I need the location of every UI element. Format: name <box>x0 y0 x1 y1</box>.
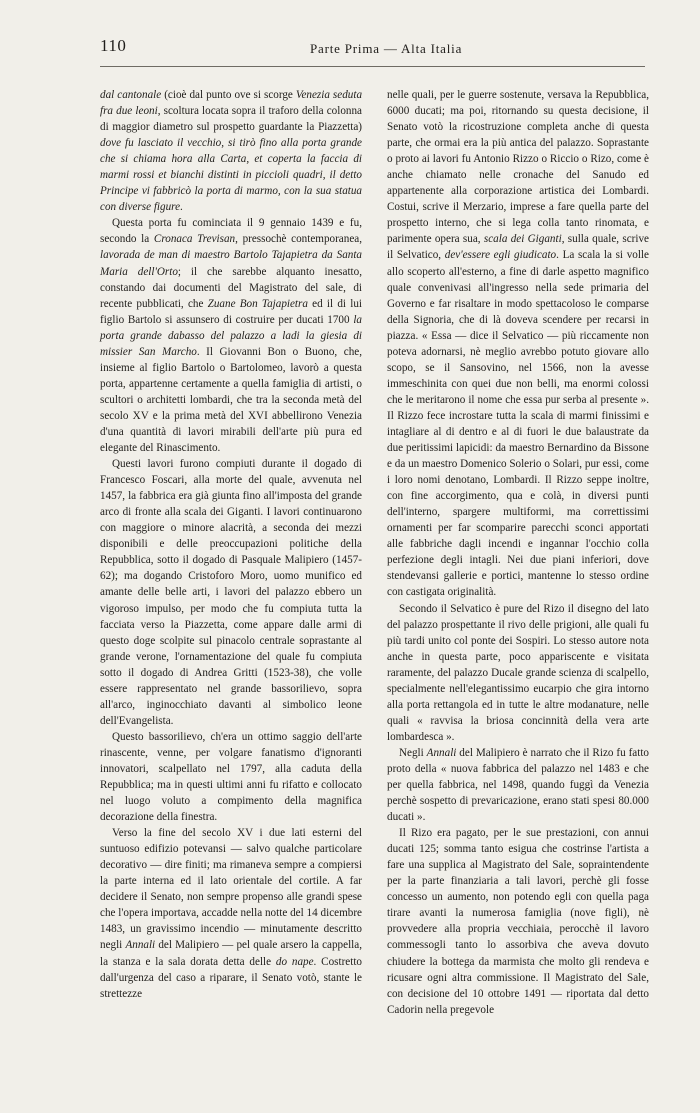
paragraph: dal cantonale (cioè dal punto ove si scorge Venezia seduta fra due leoni, scoltura locata sopra il traforo della colonna di maggior diametro sul prospetto guardante la Piazzetta) dove fu lasciato il vecchio, si tirò fino alla porta grande che si chiama hora alla Carta, et coperta la faccia di marmi rossi et bianchi distinti in piccioli quadri, il detto Principe vi fabbricò la porta di marmo, con la sua statua con diverse figure. <box>100 89 363 214</box>
paragraph: Secondo il Selvatico è pure del Rizo il disegno del lato del palazzo prospettante il rivo delle prigioni, alle quali fu più tardi unito col ponte dei Sospiri. Lo stesso autore nota anche in questa parte, poco appariscente e visitata raramente, del palazzo Ducale grande scienza di scalpello, specialmente nell'elegantissimo eucarpio che gira intorno alla porta rettangola ed in tutte le altre modanature, nelle quali « ravvisa la briosa concinnità della vera arte lombardesca ». <box>387 602 649 743</box>
page-header <box>100 36 645 56</box>
right-text-column <box>387 87 649 1018</box>
header-rule <box>100 66 645 67</box>
paragraph: Questa porta fu cominciata il 9 gennaio 1439 e fu, secondo la Cronaca Trevisan, pressochè contemporanea, lavorada de man di maestro Bartolo Tajapietra da Santa Maria dell'Orto; il che sarebbe alquanto inesatto, constando dai documenti del Magistrato del sale, di recente pubblicati, che Zuane Bon Tajapietra ed il di lui figlio Bartolo si assunsero di costruire per ducati 1700 la porta grande dabasso del palazzo a ladi la giesia di missier San Marcho. Il Giovanni Bon o Buono, che, insieme al figlio Bartolo o Bartolomeo, lavorò a questa porta, appartenne certamente a quella famiglia di artisti, o scultori o architetti lombardi, che tra la seconda metà del secolo XV e la prima metà del XVI abbellirono Venezia d'una quantità di lavori mirabili dell'arte più pura ed elegante del Rinascimento. <box>100 217 363 455</box>
paragraph: Il Rizo era pagato, per le sue prestazioni, con annui ducati 125; somma tanto esigua che costrinse l'artista a fare una supplica al Magistrato del Sale, sopraintendente per la parte finanziaria a tali lavori, perchè gli fosse concesso un aumento, non potendo egli con quella paga tirare avanti la numerosa famiglia (nove figli), nè provvedere alla propria vecchiaia, perocchè il lavoro commessogli tanto lo assorbiva che aveva dovuto chiudere la bottega da marmista che molto gli rendeva e ricusare ogni altra commissione. Il Magistrato del Sale, con decisione del 10 ottobre 1491 — riportata dal detto Cadorin nella pregevole <box>387 827 649 1016</box>
paragraph: Verso la fine del secolo XV i due lati esterni del suntuoso edifizio potevansi — salvo qualche particolare decorativo — dire finiti; ma rimaneva sempre a compiersi la parte interna ed il lato orientale del cortile. A far decidere il Senato, non sempre propenso alle grandi spese che l'opera importava, accadde nella notte del 14 dicembre 1483, un gravissimo incendio — minutamente descritto negli Annali del Malipiero — pel quale arsero la cappella, la stanza e la sala dorata detta delle do nape. Costretto dall'urgenza del caso a riparare, il Senato votò, stante le strettezze <box>100 827 362 1000</box>
paragraph: Negli Annali del Malipiero è narrato che il Rizo fu fatto proto della « nuova fabbrica del palazzo nel 1483 e che per quella fabbrica, nel 1498, quando fuggì da Venezia perchè sospetto di prevaricazione, erano stati spesi 80.000 ducati ». <box>387 746 649 824</box>
running-head: Parte Prima — Alta Italia <box>310 41 463 56</box>
left-text-column <box>100 87 362 1002</box>
page-number: 110 <box>100 36 127 55</box>
paragraph: nelle quali, per le guerre sostenute, versava la Repubblica, 6000 ducati; ma poi, ritornando su questa decisione, il Senato votò la ricostruzione completa anche di questa parte, che ormai era la più antica del palazzo. Soprastante o proto ai lavori fu Antonio Rizzo o Riccio o Rizo, come è anche chiamato nelle cronache del Sanudo ed appartenente alla corporazione artistica dei Lombardi. Costui, scrive il Merzario, imprese a fare quella parte del prospetto interno, che si lega colla tanto rinomata, e parimente opera sua, scala dei Giganti, sulla quale, scrive il Selvatico, dev'essere egli giudicato. La scala la si volle allo scoperto all'esterno, a fine di darle aspetto magnifico quale convenivasi all'ingresso nella sede primaria del Governo e far risaltare in modo spettacoloso le comparse della Signoria, che di là doveva scendere per recarsi in piazza. « Essa — dice il Selvatico — più riccamente non poteva adornarsi, nè meglio avrebbo potuto giovare allo scopo, se il Sansovino, nel 1566, non la avesse immeschinita con quei due non belli, ma enormi colossi che le meritarono il nome che essa pur serba al presente ». Il Rizzo fece incrostare tutta la scala di marmi finissimi e intagliare al di dentro e al di fuori le due balaustrate da due peritissimi lapicidi: da maestro Bernardino da Bissone e da un maestro Domenico Solerio o Solari, pur essi, come i loro nomi denotano, Lombardi. Il Rizzo seppe inoltre, con fine accorgimento, qua e colà, in diversi punti dell'interno, spargere multiformi, ma correttissimi ornamenti per far scomparire parecchi sconci apportati alle fabbriche dagli incendi e ingannar l'occhio colla perfezione degli intagli. Nei due piani inferiori, dove stendevansi gallerie e portici, mantenne lo stesso ordine con castigata originalità. <box>387 89 649 599</box>
paragraph: Questo bassorilievo, ch'era un ottimo saggio dell'arte rinascente, venne, per volgare fanatismo d'ignoranti innovatori, scalpellato nel 1797, alla caduta della Repubblica; ma in questi ultimi anni fu rifatto e collocato nel luogo voluto a compimento della magnifica decorazione della finestra. <box>100 730 362 824</box>
paragraph: Questi lavori furono compiuti durante il dogado di Francesco Foscari, alla morte del quale, avvenuta nel 1457, la fabbrica era già giunta fino all'imposta del grande arco di fronte alla scala dei Giganti. I lavori continuarono con maggiore o minore alacrità, a seconda dei mezzi disponibili e delle preoccupazioni politiche della Repubblica, sotto il dogado di Pasquale Malipiero (1457-62); ma dogando Cristoforo Moro, uomo munifico ed amante delle belle arti, i lavori del palazzo ebbero un vigoroso impulso, per modo che fu compiuta tutta la facciata verso la Piazzetta, come appare dalle armi di questo doge scolpite sul pinacolo centrale soprastante al grande verone, l'ornamentazione del quale fu compiuta sotto il dogado di Andrea Gritti (1523-38), che volle essere rappresentato nel grande bassorilievo, sopra all'arco, inginocchiato davanti al simbolico leone dell'Evangelista. <box>100 458 362 727</box>
